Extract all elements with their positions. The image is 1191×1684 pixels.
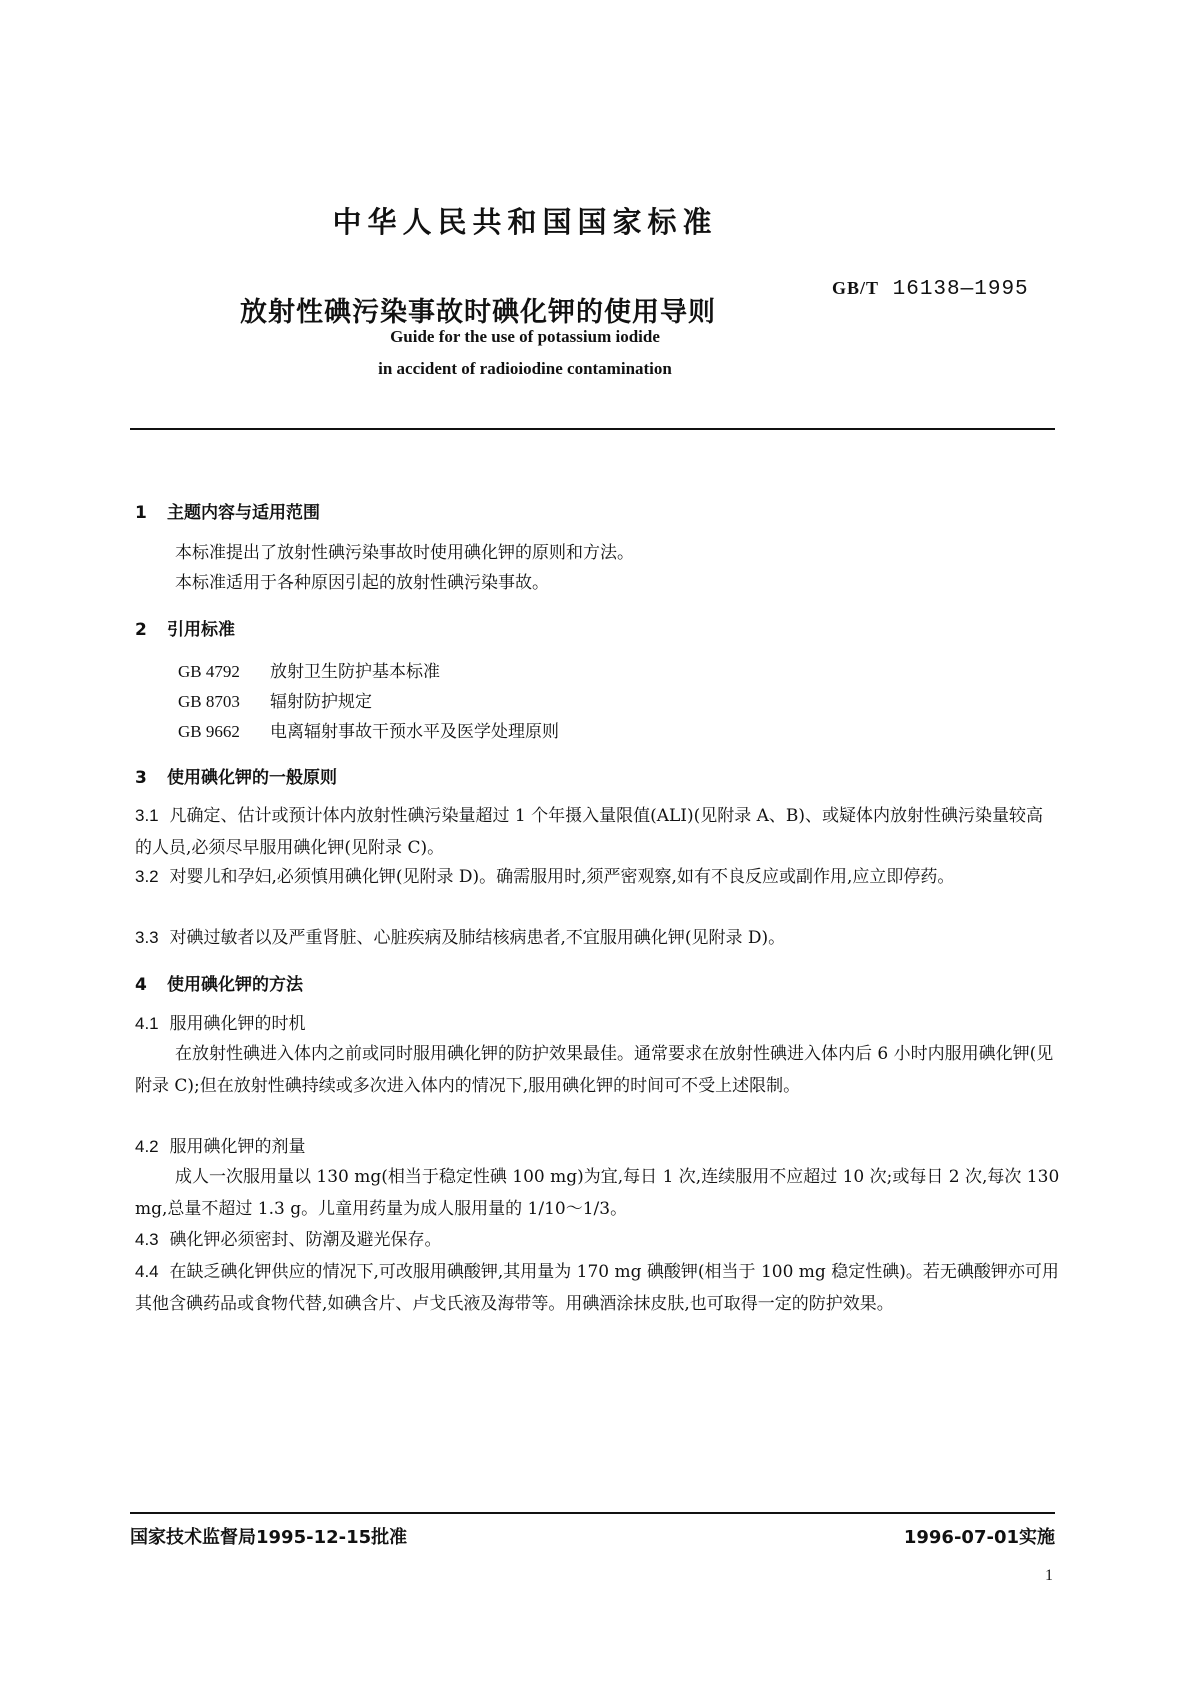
standard-code-number: 16138—1995 xyxy=(892,278,1029,301)
document-title-en-line2: in accident of radioiodine contamination xyxy=(378,359,672,378)
clause-number: 4.3 xyxy=(135,1230,159,1249)
header-rule xyxy=(130,428,1055,430)
section-1-paragraph-2: 本标准适用于各种原因引起的放射性碘污染事故。 xyxy=(175,573,549,593)
standard-code-prefix: GB/T xyxy=(832,278,880,298)
implementation-date: 1996-07-01实施 xyxy=(903,1527,1055,1548)
document-title-cn: 放射性碘污染事故时碘化钾的使用导则 xyxy=(240,297,716,328)
standard-code xyxy=(832,278,1029,301)
section-4-title: 使用碘化钾的方法 xyxy=(167,975,303,995)
clause-number: 4.1 xyxy=(135,1014,159,1033)
clause-4-2-heading xyxy=(135,1131,1060,1163)
clause-text: 对碘过敏者以及严重肾脏、心脏疾病及肺结核病患者,不宜服用碘化钾(见附录 D)。 xyxy=(169,928,786,948)
footer-rule xyxy=(130,1512,1055,1514)
section-2-title: 引用标准 xyxy=(167,620,235,640)
reference-row xyxy=(178,657,440,682)
clause-text: 碘化钾必须密封、防潮及避光保存。 xyxy=(169,1230,442,1250)
clause-4-2-text: 成人一次服用量以 130 mg(相当于稳定性碘 100 mg)为宜,每日 1 次,连续服用不应超过 10 次;或每日 2 次,每次 130 mg,总量不超过 1.3 g。儿童用药量为成人服用量的 1/10～1/3。 xyxy=(135,1167,1060,1219)
clause-title: 服用碘化钾的剂量 xyxy=(169,1137,306,1157)
clause-text: 在缺乏碘化钾供应的情况下,可改服用碘酸钾,其用量为 170 mg 碘酸钾(相当于 100 mg 稳定性碘)。若无碘酸钾亦可用其他含碘药品或食物代替,如碘含片、卢戈氏液及海带等。用碘酒涂抹皮肤,也可取得一定的防护效果。 xyxy=(135,1262,1059,1314)
section-1-title: 主题内容与适用范围 xyxy=(167,503,320,523)
reference-code: GB 9662 xyxy=(178,722,240,741)
clause-title: 服用碘化钾的时机 xyxy=(169,1014,306,1034)
reference-code: GB 8703 xyxy=(178,692,240,711)
document-title-en-line1: Guide for the use of potassium iodide xyxy=(390,327,660,346)
section-4-number: 4 xyxy=(135,975,147,995)
section-3-number: 3 xyxy=(135,768,147,788)
section-2-number: 2 xyxy=(135,620,147,640)
national-standard-heading: 中华人民共和国国家标准 xyxy=(332,205,718,239)
page-number: 1 xyxy=(1045,1567,1053,1584)
reference-name: 电离辐射事故干预水平及医学处理原则 xyxy=(270,722,559,742)
section-3-title: 使用碘化钾的一般原则 xyxy=(167,768,337,788)
clause-4-4 xyxy=(135,1256,1060,1320)
section-4-heading xyxy=(135,970,303,995)
clause-3-3 xyxy=(135,922,1060,954)
approval-info: 国家技术监督局1995-12-15批准 xyxy=(130,1527,408,1548)
reference-name: 放射卫生防护基本标准 xyxy=(270,662,440,682)
clause-number: 3.1 xyxy=(135,806,159,825)
clause-text: 凡确定、估计或预计体内放射性碘污染量超过 1 个年摄入量限值(ALI)(见附录 A、B)、或疑体内放射性碘污染量较高的人员,必须尽早服用碘化钾(见附录 C)。 xyxy=(135,806,1044,858)
section-1-number: 1 xyxy=(135,503,147,523)
reference-name: 辐射防护规定 xyxy=(270,692,372,712)
section-1-paragraph-1: 本标准提出了放射性碘污染事故时使用碘化钾的原则和方法。 xyxy=(175,543,634,563)
section-3-heading xyxy=(135,763,337,788)
section-1-heading xyxy=(135,498,320,523)
clause-3-1 xyxy=(135,800,1060,864)
clause-4-1-heading xyxy=(135,1008,1060,1040)
clause-number: 3.3 xyxy=(135,928,159,947)
reference-row xyxy=(178,687,372,712)
reference-code: GB 4792 xyxy=(178,662,240,681)
reference-row xyxy=(178,717,559,742)
clause-4-1-text: 在放射性碘进入体内之前或同时服用碘化钾的防护效果最佳。通常要求在放射性碘进入体内后 6 小时内服用碘化钾(见附录 C);但在放射性碘持续或多次进入体内的情况下,服用碘化钾的时间可不受上述限制。 xyxy=(135,1044,1054,1096)
clause-number: 4.4 xyxy=(135,1262,159,1281)
clause-4-3 xyxy=(135,1224,1060,1256)
clause-3-2 xyxy=(135,861,1060,893)
clause-number: 3.2 xyxy=(135,867,159,886)
clause-text: 对婴儿和孕妇,必须慎用碘化钾(见附录 D)。确需服用时,须严密观察,如有不良反应或副作用,应立即停药。 xyxy=(169,867,955,887)
section-2-heading xyxy=(135,615,235,640)
clause-number: 4.2 xyxy=(135,1137,159,1156)
